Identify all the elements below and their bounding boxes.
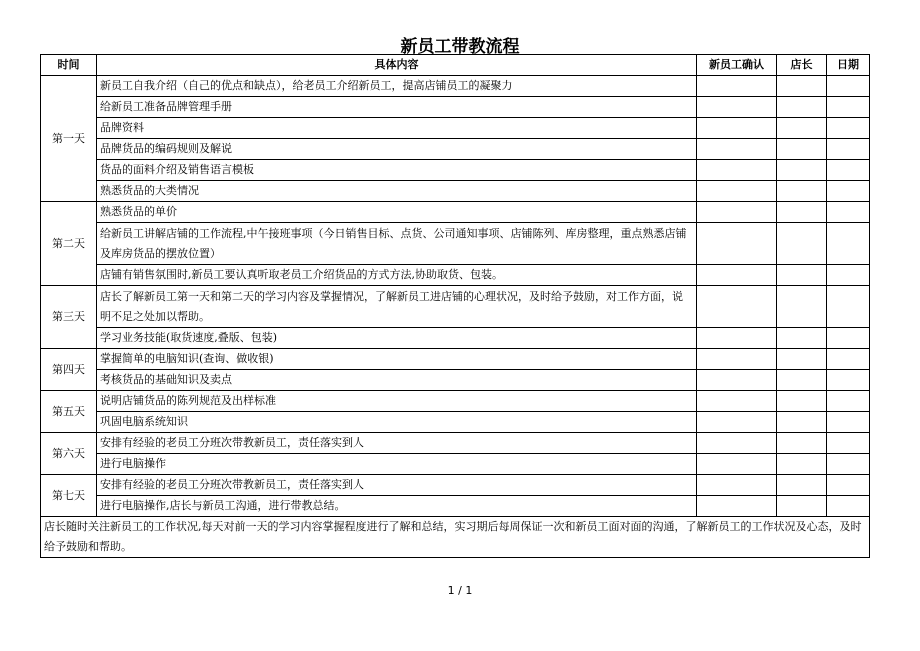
day-cell: 第五天 (41, 391, 97, 433)
confirm-cell[interactable] (697, 412, 777, 433)
table-row (41, 76, 870, 97)
manager-cell[interactable] (777, 97, 827, 118)
confirm-cell[interactable] (697, 370, 777, 391)
note-row (41, 517, 870, 558)
date-cell[interactable] (827, 433, 870, 454)
day-cell: 第二天 (41, 202, 97, 286)
manager-cell[interactable] (777, 433, 827, 454)
table-row (41, 328, 870, 349)
task-cell: 进行电脑操作 (97, 454, 697, 475)
date-cell[interactable] (827, 391, 870, 412)
task-cell: 安排有经验的老员工分班次带教新员工，责任落实到人 (97, 433, 697, 454)
task-cell: 巩固电脑系统知识 (97, 412, 697, 433)
table-row (41, 97, 870, 118)
date-cell[interactable] (827, 496, 870, 517)
date-cell[interactable] (827, 181, 870, 202)
manager-cell[interactable] (777, 496, 827, 517)
table-row (41, 454, 870, 475)
manager-cell[interactable] (777, 118, 827, 139)
manager-cell[interactable] (777, 160, 827, 181)
day-cell: 第六天 (41, 433, 97, 475)
date-cell[interactable] (827, 286, 870, 328)
confirm-cell[interactable] (697, 223, 777, 265)
manager-cell[interactable] (777, 286, 827, 328)
confirm-cell[interactable] (697, 97, 777, 118)
manager-cell[interactable] (777, 265, 827, 286)
date-cell[interactable] (827, 370, 870, 391)
header-date: 日期 (827, 55, 870, 76)
day-cell: 第一天 (41, 76, 97, 202)
date-cell[interactable] (827, 265, 870, 286)
summary-note: 店长随时关注新员工的工作状况,每天对前一天的学习内容掌握程度进行了解和总结，实习期后每周保证一次和新员工面对面的沟通，了解新员工的工作状况及心态，及时给予鼓励和帮助。 (41, 517, 870, 558)
manager-cell[interactable] (777, 223, 827, 265)
day-cell: 第四天 (41, 349, 97, 391)
task-cell: 给新员工讲解店铺的工作流程,中午接班事项（今日销售目标、点货、公司通知事项、店铺陈列、库房整理，重点熟悉店铺及库房货品的摆放位置） (97, 223, 697, 265)
confirm-cell[interactable] (697, 475, 777, 496)
task-cell: 品牌货品的编码规则及解说 (97, 139, 697, 160)
table-row (41, 433, 870, 454)
task-cell: 货品的面料介绍及销售语言模板 (97, 160, 697, 181)
date-cell[interactable] (827, 76, 870, 97)
manager-cell[interactable] (777, 139, 827, 160)
confirm-cell[interactable] (697, 454, 777, 475)
task-cell: 安排有经验的老员工分班次带教新员工，责任落实到人 (97, 475, 697, 496)
date-cell[interactable] (827, 139, 870, 160)
confirm-cell[interactable] (697, 328, 777, 349)
manager-cell[interactable] (777, 370, 827, 391)
date-cell[interactable] (827, 118, 870, 139)
confirm-cell[interactable] (697, 265, 777, 286)
table-row (41, 412, 870, 433)
date-cell[interactable] (827, 412, 870, 433)
table-row (41, 160, 870, 181)
header-store-manager: 店长 (777, 55, 827, 76)
confirm-cell[interactable] (697, 391, 777, 412)
day-cell: 第三天 (41, 286, 97, 349)
task-cell: 考核货品的基础知识及卖点 (97, 370, 697, 391)
manager-cell[interactable] (777, 412, 827, 433)
confirm-cell[interactable] (697, 139, 777, 160)
table-row (41, 370, 870, 391)
confirm-cell[interactable] (697, 181, 777, 202)
manager-cell[interactable] (777, 349, 827, 370)
confirm-cell[interactable] (697, 496, 777, 517)
task-cell: 熟悉货品的大类情况 (97, 181, 697, 202)
date-cell[interactable] (827, 349, 870, 370)
table-row (41, 286, 870, 328)
table-row (41, 475, 870, 496)
table-row (41, 265, 870, 286)
manager-cell[interactable] (777, 391, 827, 412)
manager-cell[interactable] (777, 475, 827, 496)
date-cell[interactable] (827, 454, 870, 475)
header-content: 具体内容 (97, 55, 697, 76)
confirm-cell[interactable] (697, 349, 777, 370)
task-cell: 新员工自我介绍（自己的优点和缺点），给老员工介绍新员工，提高店铺员工的凝聚力 (97, 76, 697, 97)
task-cell: 店铺有销售氛围时,新员工要认真听取老员工介绍货品的方式方法,协助取货、包装。 (97, 265, 697, 286)
confirm-cell[interactable] (697, 286, 777, 328)
training-schedule-table (40, 54, 870, 558)
table-row (41, 391, 870, 412)
task-cell: 掌握简单的电脑知识(查询、做收银) (97, 349, 697, 370)
page-number: 1 / 1 (447, 584, 473, 597)
table-header-row (41, 55, 870, 76)
task-cell: 品牌资料 (97, 118, 697, 139)
day-cell: 第七天 (41, 475, 97, 517)
manager-cell[interactable] (777, 328, 827, 349)
table-row (41, 181, 870, 202)
task-cell: 进行电脑操作,店长与新员工沟通，进行带教总结。 (97, 496, 697, 517)
table-row (41, 223, 870, 265)
confirm-cell[interactable] (697, 202, 777, 223)
date-cell[interactable] (827, 160, 870, 181)
table-row (41, 496, 870, 517)
table-row (41, 202, 870, 223)
manager-cell[interactable] (777, 76, 827, 97)
manager-cell[interactable] (777, 181, 827, 202)
date-cell[interactable] (827, 475, 870, 496)
date-cell[interactable] (827, 97, 870, 118)
task-cell: 给新员工准备品牌管理手册 (97, 97, 697, 118)
task-cell: 熟悉货品的单价 (97, 202, 697, 223)
task-cell: 店长了解新员工第一天和第二天的学习内容及掌握情况，了解新员工进店铺的心理状况，及时给予鼓励，对工作方面，说明不足之处加以帮助。 (97, 286, 697, 328)
task-cell: 学习业务技能(取货速度,叠版、包装) (97, 328, 697, 349)
date-cell[interactable] (827, 202, 870, 223)
manager-cell[interactable] (777, 202, 827, 223)
date-cell[interactable] (827, 328, 870, 349)
table-row (41, 118, 870, 139)
document-title: 新员工带教流程 (400, 37, 520, 57)
confirm-cell[interactable] (697, 76, 777, 97)
table-row (41, 139, 870, 160)
task-cell: 说明店铺货品的陈列规范及出样标准 (97, 391, 697, 412)
manager-cell[interactable] (777, 454, 827, 475)
date-cell[interactable] (827, 223, 870, 265)
header-new-employee-confirm: 新员工确认 (697, 55, 777, 76)
confirm-cell[interactable] (697, 160, 777, 181)
confirm-cell[interactable] (697, 118, 777, 139)
confirm-cell[interactable] (697, 433, 777, 454)
table-row (41, 349, 870, 370)
schedule-body (41, 76, 870, 558)
header-time: 时间 (41, 55, 97, 76)
